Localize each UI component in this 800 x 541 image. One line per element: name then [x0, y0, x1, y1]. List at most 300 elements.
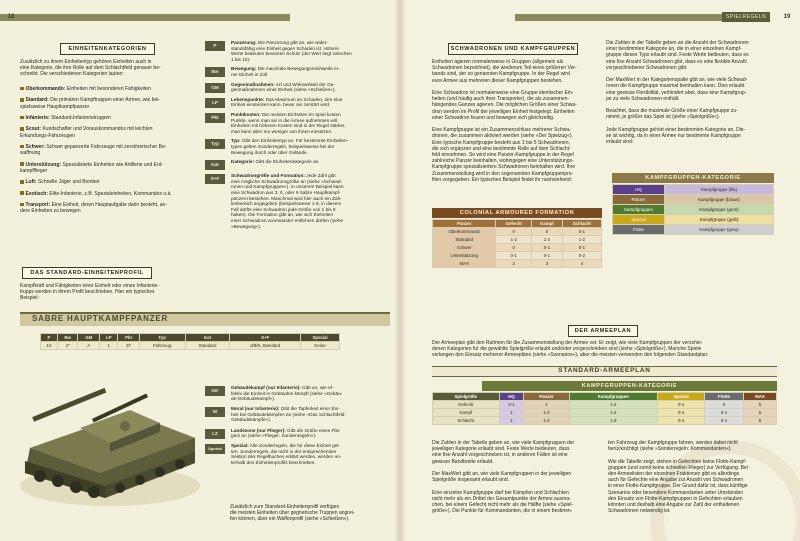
colonial-header-cell: Schlacht	[562, 220, 601, 228]
sabre-header-cell: S+F	[230, 334, 301, 342]
definition-term: Punktkosten:	[231, 112, 261, 117]
sabre-data-cell: Standard	[185, 342, 230, 350]
einheitenkategorien-title: EINHEITENKATEGORIEN	[60, 43, 155, 55]
definition-line: eine Schwadron aus 3, 6, oder 9 Sabre Hauptkampf-	[231, 189, 341, 195]
definition-tag: S+F	[205, 174, 225, 184]
definition-tag: Kat	[205, 160, 225, 170]
colonial-header-cell: Panzer	[433, 220, 496, 228]
kategorie-key: Flotte	[613, 225, 665, 235]
standard-header-row	[433, 393, 777, 401]
page-number-right: 19	[783, 14, 791, 20]
standard-cell: Kampf	[433, 409, 500, 417]
definition-text	[231, 385, 393, 402]
text-line: könnten und deshalb eine Angabe zur Zahl der enthaltenen	[608, 502, 740, 509]
colonial-cell: 0-1	[562, 228, 601, 236]
definitions-top	[205, 41, 395, 321]
category-desc: Standard-Infanterietruppen	[51, 114, 111, 121]
standard-row	[433, 417, 777, 425]
text-line: Schwadronen bezeichnet), die wiederum Teil eines größeren Ver-	[432, 65, 577, 72]
definition-text	[231, 97, 393, 108]
bottom-col2	[608, 440, 780, 514]
definition-desc: Jede Zahl gibt	[304, 173, 336, 179]
colonial-cell: 3	[532, 260, 563, 268]
definition-line: heit bei Gebäudekämpfen an (siehe »Das Schlachtfeld:	[231, 411, 346, 417]
category-item	[20, 86, 200, 92]
colonial-cell: 0	[532, 228, 563, 236]
colonial-banner: COLONIAL ARMOURED FORMATION	[432, 208, 602, 218]
standard-header-cell: Flotte	[705, 393, 744, 401]
sabre-header-cell: Bw	[57, 334, 78, 342]
category-term: Oberkommando:	[25, 86, 67, 92]
category-desc: Spezialisierte Einheiten wie Artillerie und Erd-	[62, 161, 164, 168]
kategorie-key: Panzer	[613, 195, 665, 205]
bullet-icon	[20, 203, 24, 207]
kategorie-row	[613, 215, 774, 225]
definition-desc: Alle Sonderregeln, die für diese Einheit gel-	[248, 443, 340, 449]
definition-line: Sektion des Regelbuches erklärt werden, werden un-	[231, 454, 342, 460]
standard-cell: 1-3	[569, 417, 658, 425]
kategorie-table	[612, 184, 774, 235]
colonial-cell: Oberkommando	[433, 228, 496, 236]
category-desc: Kundschafter und Vorauskommandos mit leichten	[42, 126, 153, 133]
definition-line: 1 bis 10).	[231, 56, 251, 62]
colonial-cell: 0-1	[496, 252, 532, 260]
tank-illustration	[10, 368, 205, 518]
kategorie-value: Kampfgruppe (lila)	[665, 185, 774, 195]
standard-cell: 0-1	[658, 401, 705, 409]
category-item	[20, 115, 200, 121]
sabre-data-cell: 4"	[57, 342, 78, 350]
text-line: eine gewisse Flexibilität, verhindert aber, dass eine Kampfgrup-	[606, 89, 747, 96]
definition-tag: P	[205, 41, 225, 51]
category-term: Luft:	[25, 179, 38, 186]
definition-term: Landezone (nur Flieger):	[231, 427, 286, 433]
colonial-row	[433, 244, 602, 252]
text-line: heiten (und häufig auch ihrer Transporter), die als zusammen-	[432, 96, 570, 103]
definition-line	[231, 159, 393, 165]
colonial-cell: 1-2	[562, 236, 601, 244]
definition-text	[231, 406, 393, 423]
colonial-header-cell: Kampf	[532, 220, 563, 228]
definition-line: Fall dürfte eine Schwadron jede Größe von 1 bis 9	[231, 206, 336, 212]
colonial-table	[432, 219, 602, 268]
category-item	[20, 191, 200, 197]
definition-text	[231, 112, 393, 134]
kategorie-value: Kampfgruppe (braun)	[665, 195, 774, 205]
colonial-row	[433, 260, 602, 268]
standard-cell: 0-1	[705, 409, 744, 417]
text-line: dronen, die zusammen aktiviert werden (siehe »Der Spielzug«).	[432, 133, 573, 140]
definition-tag: LZ	[205, 429, 225, 439]
text-line: Zusammenstellung wird in den sogenannten Kampfgruppenpro-	[432, 170, 574, 177]
kategorie-row	[613, 185, 774, 195]
text-line: feld einnehmen. So wird eine Panzer-Kampfgruppe in der Regel	[432, 152, 574, 159]
definition-line: Einheiten mit höheren Kosten sind in der Regel stärker,	[231, 123, 346, 129]
category-line	[20, 208, 200, 214]
definition-term: Panzerung:	[231, 40, 257, 45]
definition-term: Gegenmaßnahmen:	[231, 81, 275, 87]
bullet-icon	[20, 145, 24, 149]
profil-title: DAS STANDARD-EINHEITENPROFIL	[22, 267, 152, 279]
colonial-cell: 0	[496, 244, 532, 252]
text-line: Zusätzlich zu ihrem Einheitentyp gehören Einheiten auch in	[20, 59, 152, 65]
kategorie-key: Spezial	[613, 215, 665, 225]
kategorie-row	[613, 205, 774, 215]
text-line: trupps werden in ihrem Profil beschrieben. Hier ein typisches	[20, 289, 155, 296]
sabre-header-cell: Spezial	[301, 334, 340, 342]
definition-line: ten. Sonderregeln, die nicht in der entsprechenden	[231, 448, 337, 454]
sabre-title: SABRE HAUPTKAMPFPANZER	[32, 314, 169, 323]
text-line: größe«). Die Punkte für Kommandanten, die in einem bestimm-	[432, 508, 573, 515]
sabre-data-row	[41, 342, 340, 350]
definition-term: Gebäudekampf (nur Infanterie):	[231, 385, 301, 390]
category-term: Unterstützung:	[25, 161, 63, 168]
kategorie-key: HQ	[613, 185, 665, 195]
sabre-header-cell: Kat	[185, 334, 230, 342]
text-line: Der MaxWert gibt an, wie viele Kampfgruppen in der jeweiligen	[432, 471, 572, 478]
category-desc: Einheiten mit besonderen Fähigkeiten	[66, 86, 151, 92]
definition-text	[231, 40, 393, 62]
category-term: Scout:	[25, 126, 43, 133]
kategorie-row	[613, 195, 774, 205]
definition-line: de-Gebäudekampf«).	[231, 396, 276, 402]
bullet-icon	[20, 127, 24, 131]
bullet-icon	[20, 87, 24, 91]
definition-text	[231, 428, 393, 439]
category-item	[20, 97, 200, 109]
definition-line: genmaßnahmen einer Einheit (siehe »Schießen«).	[231, 87, 336, 93]
sabre-header-cell: P	[41, 334, 58, 342]
category-desc: Die primären Kampftruppen einer Armee, wie bei-	[50, 97, 161, 104]
sabre-header-cell: Pkt	[118, 334, 139, 342]
bullet-icon	[20, 180, 24, 184]
standard-cell: 0-1	[705, 417, 744, 425]
definition-line: Bewegung durch oder über Gelände.	[231, 149, 308, 155]
colonial-row	[433, 236, 602, 244]
category-term: Exotisch:	[25, 190, 50, 197]
colonial-cell: Standard	[433, 236, 496, 244]
kategorie-row	[613, 225, 774, 235]
sabre-header-row	[41, 334, 340, 342]
category-line	[20, 150, 200, 156]
definition-desc: Gibt die Tapferkeit einer Ein-	[279, 406, 340, 412]
text-line: nicht mehr als ein Drittel der Gesamtpunkte der Armee ausma-	[432, 495, 571, 502]
text-line: Eine einzelne Kampfgruppe darf bei Kämpfen und Schlachten	[432, 489, 569, 496]
page-number-left: 18	[7, 14, 15, 20]
definitions-bottom	[205, 386, 395, 486]
definition-tag: Spezial	[205, 444, 225, 454]
definition-line: panzern bestehen. Manchmal wird hier auch ein Zah-	[231, 195, 342, 201]
definition-line: standsfähig eine Einheit gegen Schaden ist. Höhere	[231, 45, 339, 51]
sabre-header-cell: GM	[78, 334, 100, 342]
definition-term: Bewegung:	[231, 66, 257, 72]
standard-cell: 0	[705, 401, 744, 409]
text-line: Spielgröße insgesamt erlaubt sind.	[432, 477, 509, 484]
category-term: Schwer:	[25, 143, 47, 150]
definition-line: haben). Die Formation gibt an, wie sich Einheiten	[231, 212, 334, 218]
text-line: Einheiten agieren normalerweise in Gruppen (allgemein als	[432, 59, 564, 65]
category-line	[20, 168, 200, 174]
definition-text	[231, 66, 393, 77]
colonial-cell: Schwer	[433, 244, 496, 252]
colonial-cell: 4	[562, 260, 601, 268]
sabre-data-cell: 37	[118, 342, 139, 350]
definition-text	[231, 138, 393, 155]
text-line: ronen die Kampfgruppe maximal beinhalten kann. Dies erlaubt	[606, 83, 745, 90]
text-line: gewisse Bandbreite erlaubt.	[432, 458, 494, 465]
sabre-data-cell: 10	[41, 342, 58, 350]
sabre-data-cell: Keine	[301, 342, 340, 350]
text-line: Beachtet, dass die maximale Größe einer Kampfgruppe zu-	[606, 108, 738, 115]
text-line: verlangen den Einsatz mehrerer Armeepläne (siehe »Szenarios«), aber die meisten verwenden den folgenden Standardplan:	[432, 352, 709, 359]
standard-cell: 0-2	[658, 417, 705, 425]
definition-desc: Gibt den Einheitentyp an. Für bestimmte Einheiten-	[240, 138, 349, 144]
text-line: jeweiligen Kategorie erlaubt sind. Feste Werte bedeuten, dass	[432, 446, 570, 453]
standard-cell: 1	[524, 401, 569, 409]
text-line: in einer Flotte-Kampfgruppe. Der Grund dafür ist, dass künftige	[608, 483, 748, 490]
text-line: eine fixe Anzahl vorgeschrieben ist, in anderen Fällen ist eine	[432, 452, 568, 459]
category-desc: waffnung	[20, 150, 41, 157]
category-desc: Schnelle Jäger und Bomber	[38, 179, 100, 186]
definition-line: man kann aber nur weniger von ihnen einsetzen.	[231, 128, 333, 134]
text-line: zahlreiche Panzer beinhalten, wohingegen eine Unterstützungs-	[432, 158, 574, 165]
schwadronen-col1	[432, 59, 610, 183]
sabre-header-cell: Typ	[139, 334, 185, 342]
text-line: Szenarios oder besondere Kommandanten unter Umständen	[608, 489, 744, 496]
definition-text	[231, 443, 393, 465]
colonial-cell: 0-1	[532, 244, 563, 252]
definition-term: Spezial:	[231, 443, 249, 449]
standard-cell: Gefecht	[433, 401, 500, 409]
definition-text	[231, 173, 393, 229]
definition-line: lenbereich angegeben (beispielsweise 1-9, in diesem	[231, 201, 342, 207]
text-line: Kampfgruppe spezialisiertere Schwadronen beinhalten wird. Ihre	[432, 164, 576, 171]
header-bar-left	[0, 14, 290, 21]
bullet-icon	[20, 116, 24, 120]
category-line	[20, 191, 200, 197]
text-line: den Einsatz von Flotte-Kampfgruppen in Gefechten erlauben	[608, 495, 743, 502]
einheiten-list	[20, 86, 200, 220]
definition-term: Moral (nur Infanterie):	[231, 406, 280, 412]
text-line: Eine Kampfgruppe ist ein Zusammenschluss mehrerer Schwa-	[432, 127, 571, 134]
definition-line: »Bewegung«).	[231, 223, 262, 229]
sabre-data-cell: 1	[100, 342, 118, 350]
text-line: Zusätzlich zum Standard-Einheitenprofil verfügen	[230, 504, 340, 510]
text-line: Schwadronen notwendig ist.	[608, 508, 671, 515]
colonial-cell: 1-2	[496, 236, 532, 244]
text-line: schreibt. Die verschiedenen Kategorien lauten:	[20, 71, 124, 78]
category-line	[20, 115, 200, 121]
bullet-icon	[20, 191, 24, 195]
definition-term: Lebenspunkte:	[231, 96, 265, 102]
standard-cell: 5	[743, 401, 776, 409]
colonial-cell: 0-2	[562, 252, 601, 260]
text-line: Eine Schwadron ist normalerweise eine Gruppe identischer Ein-	[432, 90, 574, 97]
category-line	[20, 133, 200, 139]
category-item	[20, 202, 200, 214]
standard-cell: Schlacht	[433, 417, 500, 425]
definition-desc: Art und Wirksamkeit der Ge-	[274, 81, 335, 87]
definition-desc: Die meisten Einheiten im Spiel kosten	[260, 112, 341, 117]
definition-line: einer Schwadron voneinander entfernen dürfen (siehe	[231, 217, 344, 223]
colonial-cell: 1-2	[532, 236, 563, 244]
standard-table	[432, 392, 777, 425]
category-line	[20, 86, 200, 92]
colonial-cell: 0-1	[532, 252, 563, 260]
standard-cell: 1	[499, 409, 524, 417]
category-desc: Eine Einheit, deren Hauptaufgabe darin besteht, an-	[51, 201, 167, 208]
definition-tag: M	[205, 407, 225, 417]
definition-line: ronen und Kampfgruppen«). In unserem Beispiel kann	[231, 184, 344, 190]
sabre-data-cell: 3/8/9, Standard	[230, 342, 301, 350]
standard-subtitle: KAMPFGRUPPEN-KATEGORIE	[482, 381, 777, 391]
bullet-icon	[20, 98, 24, 102]
category-desc: Schwer gepanzerte Fahrzeuge mit zerstörerischer Be-	[46, 143, 167, 150]
category-desc: Elite-Infanterie, z.B. Spezialeinheiten, Kommandos o.ä.	[49, 190, 172, 197]
text-line: eine Kategorie, die ihre Rolle auf dem Schlachtfeld genauer be-	[20, 65, 161, 72]
standard-cell: 1-2	[524, 417, 569, 425]
text-line: Beispiel:	[20, 295, 39, 302]
standard-cell: 1-2	[569, 409, 658, 417]
colonial-row	[433, 228, 602, 236]
standard-cell: 0-1	[499, 401, 524, 409]
definition-term: Kategorie:	[231, 159, 255, 165]
definition-text	[231, 159, 393, 165]
text-line: die sich ergänzen und eine bestimmte Rolle auf dem Schlacht-	[432, 145, 571, 152]
text-line: erlaubt sind:	[606, 139, 634, 146]
definition-desc: Die Panzerung gibt an, wie wider-	[256, 40, 328, 45]
text-line: gruppen (und somit keine schnellen Flieger) zur Verfügung. Bei	[608, 464, 748, 471]
sabre-data-cell: A	[78, 342, 100, 350]
definition-line: Werte bedeuten besseren Schutz (der Wert liegt zwischen	[231, 51, 352, 57]
definition-text	[231, 82, 393, 93]
text-line: fen können, über ein Waffenprofil (siehe »Schießen«).	[230, 516, 350, 523]
colonial-header-row	[433, 220, 602, 228]
definition-line: typen gelten Sonderregeln, beispielsweise bei der	[231, 143, 335, 149]
right-page	[400, 0, 800, 541]
standard-header-cell: HQ	[499, 393, 524, 401]
text-line: hängendes Ganzes agieren. Die möglichen Größen einer Schwa-	[432, 102, 577, 109]
standard-header-cell: Kampfgruppen	[569, 393, 658, 401]
text-line: den Armeelisten der einzelnen Fraktionen gibt es allerdings	[608, 471, 740, 478]
colonial-cell: 0	[496, 228, 532, 236]
colonial-row	[433, 252, 602, 260]
text-line: einer bestimmten Kategorie an, die in einer einzelnen Kampf-	[606, 46, 742, 53]
text-line: ten Fahrzeug der Kampfgruppe fahren, werden dabei nicht	[608, 440, 738, 446]
category-desc: kampfflieger	[20, 167, 48, 174]
standard-header-cell: Spezial	[658, 393, 705, 401]
standard-cell: 6	[743, 409, 776, 417]
text-line: Der Armeeplan gibt den Rahmen für die Zusammenstellung der Armee vor. Er zeigt, wie viele Kampfgruppen der verschie-	[432, 340, 703, 346]
category-desc: spielsweise Hauptkampfpanzer	[20, 103, 90, 110]
sabre-header-cell: LP	[100, 334, 118, 342]
text-line: auch für Gefechte eine Angabe zur Anzahl von Schwadronen	[608, 477, 744, 484]
standard-cell: 8	[743, 417, 776, 425]
category-item	[20, 162, 200, 174]
text-line: chen, bei einem Gefecht nicht mehr als die Hälfte (siehe »Spiel-	[432, 502, 574, 509]
text-line: einer Schwadron feuern und bewegen sich gleichzeitig.	[432, 114, 555, 121]
definitions-tail	[230, 504, 395, 523]
standard-cell: 1-2	[524, 409, 569, 417]
definition-tag: Bw	[205, 67, 225, 77]
colonial-header-cell: Gefecht	[496, 220, 532, 228]
definition-line: ner Einheit in Zoll	[231, 71, 268, 77]
einheiten-intro	[20, 59, 200, 78]
category-item	[20, 126, 200, 138]
definition-desc: Gibt an, wie ef-	[300, 385, 334, 390]
colonial-cell: 2	[496, 260, 532, 268]
kategorie-banner: KAMPFGRUPPEN-KATEGORIE	[612, 173, 774, 183]
category-term: Standard:	[25, 97, 51, 104]
kategorie-value: Kampfgruppe (grün)	[665, 205, 774, 215]
category-line	[20, 104, 200, 110]
kategorie-key: Kampfgruppen	[613, 205, 665, 215]
text-line: gruppe dieses Typs erlaubt sind. Feste Werte bedeuten, dass es	[606, 52, 749, 59]
definition-line: eine mögliche Schwadronsgröße an (siehe »Schwad-	[231, 178, 342, 184]
standard-header-cell: Panzer	[524, 393, 569, 401]
sabre-data-cell: Fahrzeug	[139, 342, 185, 350]
schwadronen-col2	[606, 40, 778, 145]
text-line: Kampfkraft und Fähigkeiten einer Einheit oder eines Infanterie-	[20, 283, 159, 289]
definition-tag: LP	[205, 98, 225, 108]
text-line: filen vorgegeben. Ein typisches Beispiel findet ihr nachstehend:	[432, 176, 573, 183]
definition-term: Schwadrongröße und Formation:	[231, 173, 305, 179]
category-line	[20, 179, 200, 185]
standard-header-cell: Spielgröße	[433, 393, 500, 401]
text-line: Der MaxWert in der Kategorienspalte gibt an, wie viele Schwad-	[606, 77, 748, 84]
text-line: Jede Kampfgruppe gehört einer bestimmten Kategorie an. Die-	[606, 126, 746, 133]
text-line: pe zu viele Schwadronen enthält.	[606, 95, 680, 102]
definition-term: Typ:	[231, 138, 241, 144]
kategorie-value: Kampfgruppe (gelb)	[665, 215, 774, 225]
kategorie-value: Kampfgruppe (grau)	[665, 225, 774, 235]
schwadronen-title: SCHWADRONEN UND KAMPFGRUPPEN	[448, 43, 578, 55]
book-gutter	[394, 0, 406, 541]
colonial-cell: 0-1	[562, 244, 601, 252]
category-desc: dere Einheiten zu bewegen	[20, 208, 81, 215]
definition-line: fektiv die Einheit in Gebäuden kämpft (siehe »Gebäu-	[231, 390, 343, 396]
definition-line: Punkte, wenn man sie in die Armee aufnehmen will.	[231, 117, 339, 123]
text-line: se ist wichtig, da in einer Armee nur bestimmte Kampfgruppe	[606, 133, 741, 140]
category-desc: Erkundungs-Fahrzeugen	[20, 132, 76, 139]
category-term: Infanterie:	[25, 114, 52, 121]
definition-desc: Das Maximum an Schaden, den eine	[264, 96, 343, 102]
text-line: dron werden im Profil der jeweiligen Einheit festgelegt. Einheiten	[432, 108, 575, 115]
armeeplan-title: DER ARMEEPLAN	[568, 325, 638, 337]
definition-tag: Typ	[205, 139, 225, 149]
standard-header-cell: MAX	[743, 393, 776, 401]
definition-desc: Gibt die Einheitenkategorie an.	[254, 159, 320, 165]
definition-line: gers an (siehe »Flieger: Sondenregeln«).	[231, 433, 317, 439]
definition-tag: GM	[205, 83, 225, 93]
text-line: die meisten Einheiten über gegnerische Truppen angrei-	[230, 510, 355, 517]
standard-cell: 1	[499, 417, 524, 425]
standard-cell: 0-2	[658, 409, 705, 417]
definition-tag: Pkt	[205, 113, 225, 123]
armeeplan-text	[432, 340, 777, 359]
text-line: eure Armee aus mehreren dieser Kampfgruppen bestehen.	[432, 77, 563, 84]
text-line: Wie die Tabelle zeigt, stehen in Gefechten keine Flotte-Kampf-	[608, 458, 747, 465]
standard-row	[433, 409, 777, 417]
text-line: Die Zahlen in der Tabelle geben an, wie viele Kampfgruppen der	[432, 440, 575, 446]
text-line: Die Zahlen in der Tabelle geben an die Anzahl der Schwadronen	[606, 40, 749, 46]
definition-desc: Gibt die Größe eines Flie-	[285, 427, 341, 433]
category-term: Transport:	[25, 201, 52, 208]
text-line: Eine typische Kampfgruppe besteht aus 1 bis 5 Schwadronen,	[432, 139, 570, 146]
definition-line: Einheit einstecken kann, bevor sie zerstört wird.	[231, 102, 331, 108]
standard-title: STANDARD-ARMEEPLAN	[558, 367, 651, 374]
category-item	[20, 179, 200, 185]
